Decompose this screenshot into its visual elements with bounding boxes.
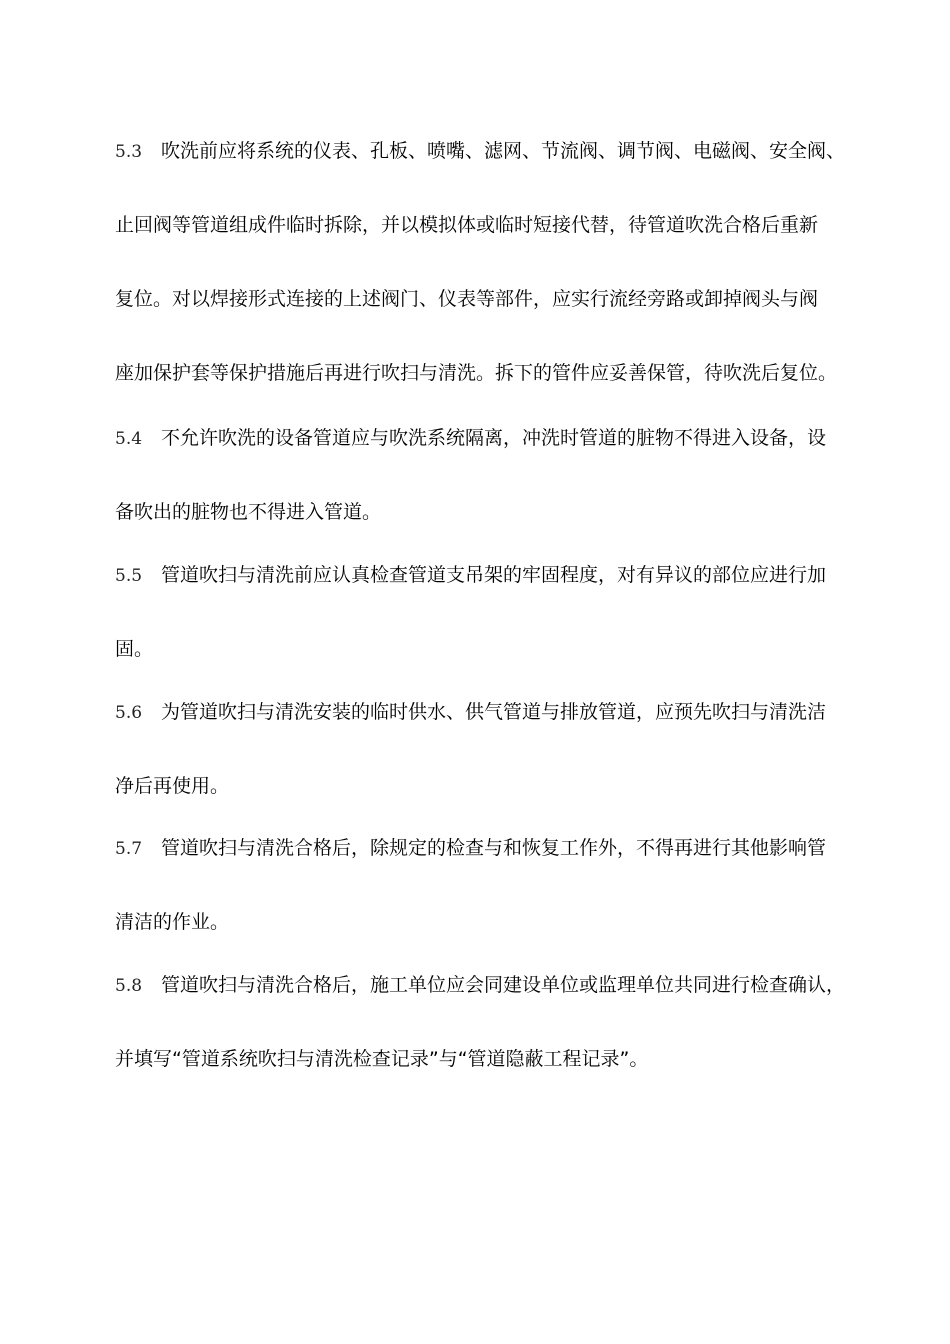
section-5-6-line-1	[115, 697, 855, 727]
line-text: 复位。对以焊接形式连接的上述阀门、仪表等部件，应实行流经旁路或卸掉阀头与阀	[115, 288, 819, 310]
line-text: 备吹出的脏物也不得进入管道。	[115, 501, 382, 523]
section-5-8-line-2	[115, 1044, 855, 1074]
section-5-7-line-2	[115, 907, 855, 937]
line-text: 吹洗前应将系统的仪表、孔板、喷嘴、滤网、节流阀、调节阀、电磁阀、安全阀、	[161, 140, 846, 162]
line-text: 管道吹扫与清洗前应认真检查管道支吊架的牢固程度，对有异议的部位应进行加	[161, 564, 827, 586]
line-text: 管道吹扫与清洗合格后，除规定的检查与和恢复工作外，不得再进行其他影响管	[161, 837, 827, 859]
section-5-7-line-1	[115, 833, 855, 863]
line-text: 为管道吹扫与清洗安装的临时供水、供气管道与排放管道，应预先吹扫与清洗洁	[161, 701, 827, 723]
section-number: 5.3	[115, 142, 143, 162]
section-number: 5.6	[115, 703, 143, 723]
section-5-5-line-2	[115, 634, 855, 664]
line-text: 座加保护套等保护措施后再进行吹扫与清洗。拆下的管件应妥善保管，待吹洗后复位。	[115, 362, 838, 384]
section-5-6-line-2	[115, 771, 855, 801]
line-text: 清洁的作业。	[115, 911, 230, 933]
line-text: 净后再使用。	[115, 775, 230, 797]
line-text: 并填写“管道系统吹扫与清洗检查记录”与“管道隐蔽工程记录”。	[115, 1048, 649, 1070]
line-text: 不允许吹洗的设备管道应与吹洗系统隔离，冲洗时管道的脏物不得进入设备，设	[161, 427, 827, 449]
section-number: 5.7	[115, 839, 143, 859]
section-5-3-line-1	[115, 136, 855, 166]
line-text: 固。	[115, 638, 154, 660]
section-5-4-line-2	[115, 497, 855, 527]
line-text: 管道吹扫与清洗合格后，施工单位应会同建设单位或监理单位共同进行检查确认，	[161, 974, 846, 996]
section-5-3-line-2	[115, 210, 855, 240]
section-5-5-line-1	[115, 560, 855, 590]
section-5-3-line-3	[115, 284, 855, 314]
line-text: 止回阀等管道组成件临时拆除，并以模拟体或临时短接代替，待管道吹洗合格后重新	[115, 214, 819, 236]
section-5-4-line-1	[115, 423, 855, 453]
section-5-8-line-1	[115, 970, 855, 1000]
section-number: 5.8	[115, 976, 143, 996]
section-number: 5.5	[115, 566, 143, 586]
section-5-3-line-4	[115, 358, 855, 388]
section-number: 5.4	[115, 429, 143, 449]
